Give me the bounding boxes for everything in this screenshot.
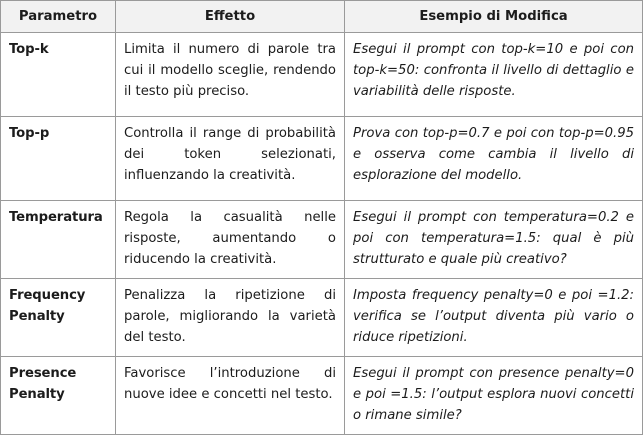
param-example: Esegui il prompt con temperatura=0.2 e poi con temperatura=1.5: qual è più strutturato e quale più creativo? (345, 201, 643, 279)
param-effect: Regola la casualità nelle risposte, aumentando o riducendo la creatività. (116, 201, 345, 279)
param-effect: Penalizza la ripetizione di parole, migliorando la varietà del testo. (116, 279, 345, 357)
table-row (1, 357, 643, 435)
param-effect: Limita il numero di parole tra cui il modello sceglie, rendendo il testo più preciso. (116, 33, 345, 117)
header-esempio-di-modifica: Esempio di Modifica (345, 1, 643, 33)
param-example: Esegui il prompt con presence penalty=0 e poi =1.5: l’output esplora nuovi concetti o rimane simile? (345, 357, 643, 435)
param-effect: Controlla il range di probabilità dei token selezionati, influenzando la creatività. (116, 117, 345, 201)
param-name: Temperatura (1, 201, 116, 279)
param-name: Presence Penalty (1, 357, 116, 435)
header-row (1, 1, 643, 33)
table-row (1, 279, 643, 357)
param-effect: Favorisce l’introduzione di nuove idee e concetti nel testo. (116, 357, 345, 435)
param-example: Esegui il prompt con top-k=10 e poi con top-k=50: confronta il livello di dettaglio e variabilità delle risposte. (345, 33, 643, 117)
param-example: Imposta frequency penalty=0 e poi =1.2: verifica se l’output diventa più vario o riduce ripetizioni. (345, 279, 643, 357)
param-example: Prova con top-p=0.7 e poi con top-p=0.95 e osserva come cambia il livello di esplorazione del modello. (345, 117, 643, 201)
header-effetto: Effetto (116, 1, 345, 33)
table-row (1, 201, 643, 279)
table-row (1, 117, 643, 201)
param-name: Top-p (1, 117, 116, 201)
header-parametro: Parametro (1, 1, 116, 33)
table-row (1, 33, 643, 117)
param-name: Top-k (1, 33, 116, 117)
param-name: Frequency Penalty (1, 279, 116, 357)
